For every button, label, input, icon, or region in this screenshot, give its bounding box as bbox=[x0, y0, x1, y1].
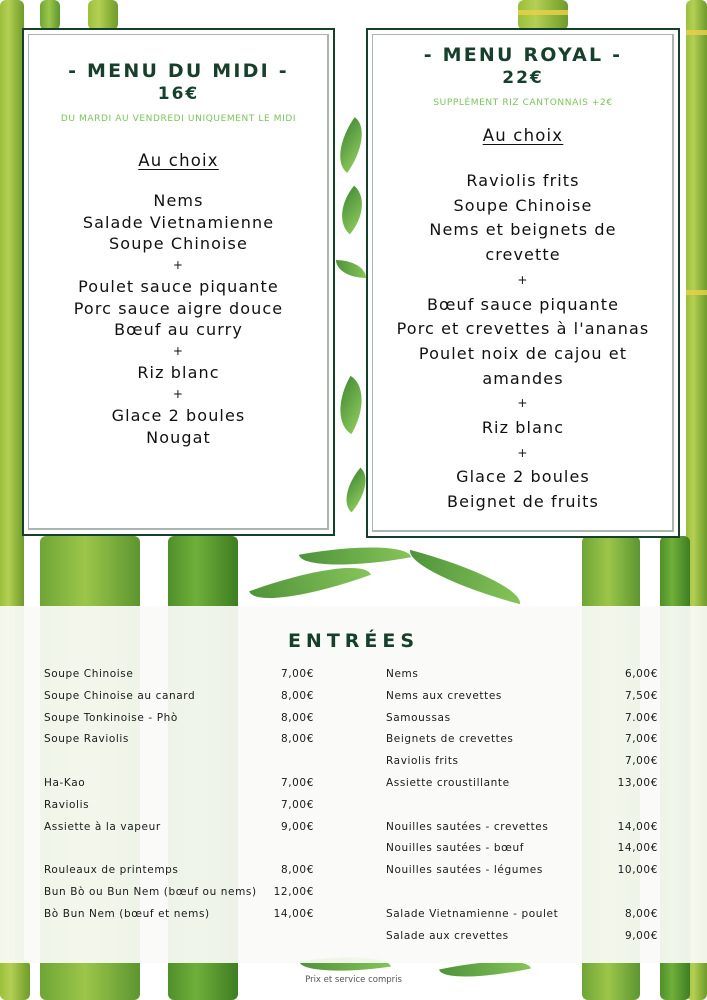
item-name: Rouleaux de printemps bbox=[44, 864, 179, 877]
dish-item: Poulet sauce piquante bbox=[78, 277, 279, 296]
dish-item: Riz blanc bbox=[137, 363, 220, 382]
item-price: 8,00€ bbox=[280, 733, 314, 746]
item-price: 8,00€ bbox=[280, 711, 314, 724]
item-price: 7.00€ bbox=[624, 711, 658, 724]
menu-item-row bbox=[44, 733, 314, 755]
plus-separator: + bbox=[517, 445, 529, 460]
item-name: Soupe Tonkinoise - Phò bbox=[44, 711, 178, 724]
group-spacer bbox=[386, 799, 658, 821]
item-name: Soupe Chinoise au canard bbox=[44, 689, 196, 702]
plus-separator: + bbox=[517, 272, 529, 287]
item-name: Nouilles sautées - crevettes bbox=[386, 820, 549, 833]
dish-item: amandes bbox=[482, 368, 564, 388]
group-spacer bbox=[386, 886, 658, 908]
dish-item: crevette bbox=[485, 245, 561, 265]
item-name: Nouilles sautées - légumes bbox=[386, 864, 543, 877]
entrees-left-column bbox=[44, 668, 314, 930]
menu-item-row bbox=[386, 864, 658, 886]
item-price: 13,00€ bbox=[617, 776, 658, 789]
menu-item-row bbox=[386, 690, 658, 712]
item-price: 14,00€ bbox=[273, 907, 314, 920]
item-price: 10,00€ bbox=[617, 864, 658, 877]
menu-item-row bbox=[44, 821, 314, 843]
group-spacer bbox=[44, 755, 314, 777]
item-name: Beignets de crevettes bbox=[386, 733, 514, 746]
item-name: Bun Bò ou Bun Nem (bœuf ou nems) bbox=[44, 885, 257, 898]
dish-item: Salade Vietnamienne bbox=[82, 212, 275, 232]
dish-item: Nougat bbox=[146, 427, 211, 447]
plus-separator: + bbox=[172, 386, 185, 401]
item-name: Raviolis bbox=[44, 798, 90, 811]
menu-royal-card bbox=[366, 28, 680, 538]
menu-item-row bbox=[386, 755, 658, 777]
menu-item-row bbox=[386, 777, 658, 799]
item-price: 14,00€ bbox=[617, 820, 658, 833]
plus-separator: + bbox=[172, 343, 185, 358]
menu-item-row bbox=[386, 821, 658, 843]
menu-item-row bbox=[386, 930, 658, 952]
menu-midi-card bbox=[22, 28, 335, 536]
dish-item: Bœuf sauce piquante bbox=[426, 294, 620, 314]
dish-item: Porc et crevettes à l'ananas bbox=[396, 319, 650, 339]
menu-item-row bbox=[386, 712, 658, 734]
item-price: 7,00€ bbox=[624, 755, 658, 768]
menu-royal-price: 22€ bbox=[502, 68, 544, 88]
item-price: 8,00€ bbox=[280, 864, 314, 877]
item-price: 14,00€ bbox=[617, 842, 658, 855]
menu-item-row bbox=[44, 799, 314, 821]
dish-item: Porc sauce aigre douce bbox=[73, 298, 284, 318]
item-price: 7,00€ bbox=[280, 798, 314, 811]
plus-separator: + bbox=[517, 396, 529, 411]
dish-item: Nems et beignets de bbox=[429, 220, 617, 240]
item-name: Soupe Chinoise bbox=[44, 668, 134, 680]
item-price: 6,00€ bbox=[624, 668, 658, 680]
dish-item: Glace 2 boules bbox=[456, 467, 590, 487]
menu-item-row bbox=[44, 886, 314, 908]
item-name: Soupe Raviolis bbox=[44, 733, 129, 746]
item-price: 9,00€ bbox=[280, 820, 314, 833]
menu-item-row bbox=[386, 733, 658, 755]
menu-item-row bbox=[386, 668, 658, 690]
item-price: 8,00€ bbox=[624, 907, 658, 920]
menu-item-row bbox=[386, 842, 658, 864]
menu-item-row bbox=[44, 690, 314, 712]
dish-item: Bœuf au curry bbox=[114, 320, 243, 339]
dish-item: Raviolis frits bbox=[466, 171, 580, 190]
dish-item: Poulet noix de cajou et bbox=[418, 343, 628, 363]
menu-royal-choice-label: Au choix bbox=[482, 126, 564, 145]
bamboo-stalk bbox=[40, 0, 60, 30]
item-name: Salade aux crevettes bbox=[386, 929, 509, 942]
menu-item-row bbox=[44, 908, 314, 930]
item-name: Nems bbox=[386, 668, 419, 680]
menu-item-row bbox=[44, 712, 314, 734]
item-price: 12,00€ bbox=[273, 885, 314, 898]
group-spacer bbox=[44, 842, 314, 864]
bamboo-leaf bbox=[336, 260, 366, 278]
bamboo-leaf bbox=[404, 550, 526, 604]
dish-item: Glace 2 boules bbox=[111, 406, 246, 425]
dish-item: Beignet de fruits bbox=[447, 492, 599, 512]
dish-item: Riz blanc bbox=[481, 418, 565, 438]
entrees-section bbox=[0, 606, 707, 963]
dish-item: Soupe Chinoise bbox=[453, 195, 593, 215]
menu-item-row bbox=[44, 777, 314, 799]
item-name: Salade Vietnamienne - poulet bbox=[386, 907, 559, 920]
menu-item-row bbox=[44, 864, 314, 886]
menu-royal-dish-list bbox=[368, 169, 678, 515]
menu-royal-title: - MENU ROYAL - bbox=[423, 44, 623, 66]
item-price: 7,00€ bbox=[624, 733, 658, 746]
bamboo-stalk bbox=[88, 0, 118, 30]
menu-item-row bbox=[386, 908, 658, 930]
menu-midi-title: - MENU DU MIDI - bbox=[68, 60, 289, 82]
entrees-right-column bbox=[386, 668, 658, 951]
item-price: 8,00€ bbox=[280, 689, 314, 702]
menu-royal-note: SUPPLÉMENT RIZ CANTONNAIS +2€ bbox=[433, 98, 613, 108]
entrees-title: ENTRÉES bbox=[287, 630, 420, 652]
item-name: Samoussas bbox=[386, 711, 451, 724]
dish-item: Soupe Chinoise bbox=[109, 234, 248, 253]
menu-midi-dish-list bbox=[24, 190, 333, 448]
item-price: 7,00€ bbox=[280, 776, 314, 789]
bamboo-stalk bbox=[518, 0, 568, 30]
menu-item-row bbox=[44, 668, 314, 690]
item-name: Nouilles sautées - bœuf bbox=[386, 842, 525, 855]
item-name: Ha-Kao bbox=[44, 776, 86, 789]
menu-midi-choice-label: Au choix bbox=[138, 151, 219, 170]
item-name: Assiette à la vapeur bbox=[44, 820, 161, 833]
item-name: Raviolis frits bbox=[386, 755, 459, 768]
item-name: Nems aux crevettes bbox=[386, 689, 502, 702]
plus-separator: + bbox=[172, 257, 185, 272]
item-price: 7,50€ bbox=[624, 689, 658, 702]
menu-midi-note: DU MARDI AU VENDREDI UNIQUEMENT LE MIDI bbox=[60, 114, 297, 124]
item-name: Assiette croustillante bbox=[386, 776, 510, 789]
item-price: 7,00€ bbox=[280, 668, 314, 680]
footer-note: Prix et service compris bbox=[305, 975, 402, 985]
dish-item: Nems bbox=[153, 191, 204, 210]
item-price: 9,00€ bbox=[624, 929, 658, 942]
item-name: Bò Bun Nem (bœuf et nems) bbox=[44, 907, 210, 920]
menu-midi-price: 16€ bbox=[157, 84, 200, 104]
